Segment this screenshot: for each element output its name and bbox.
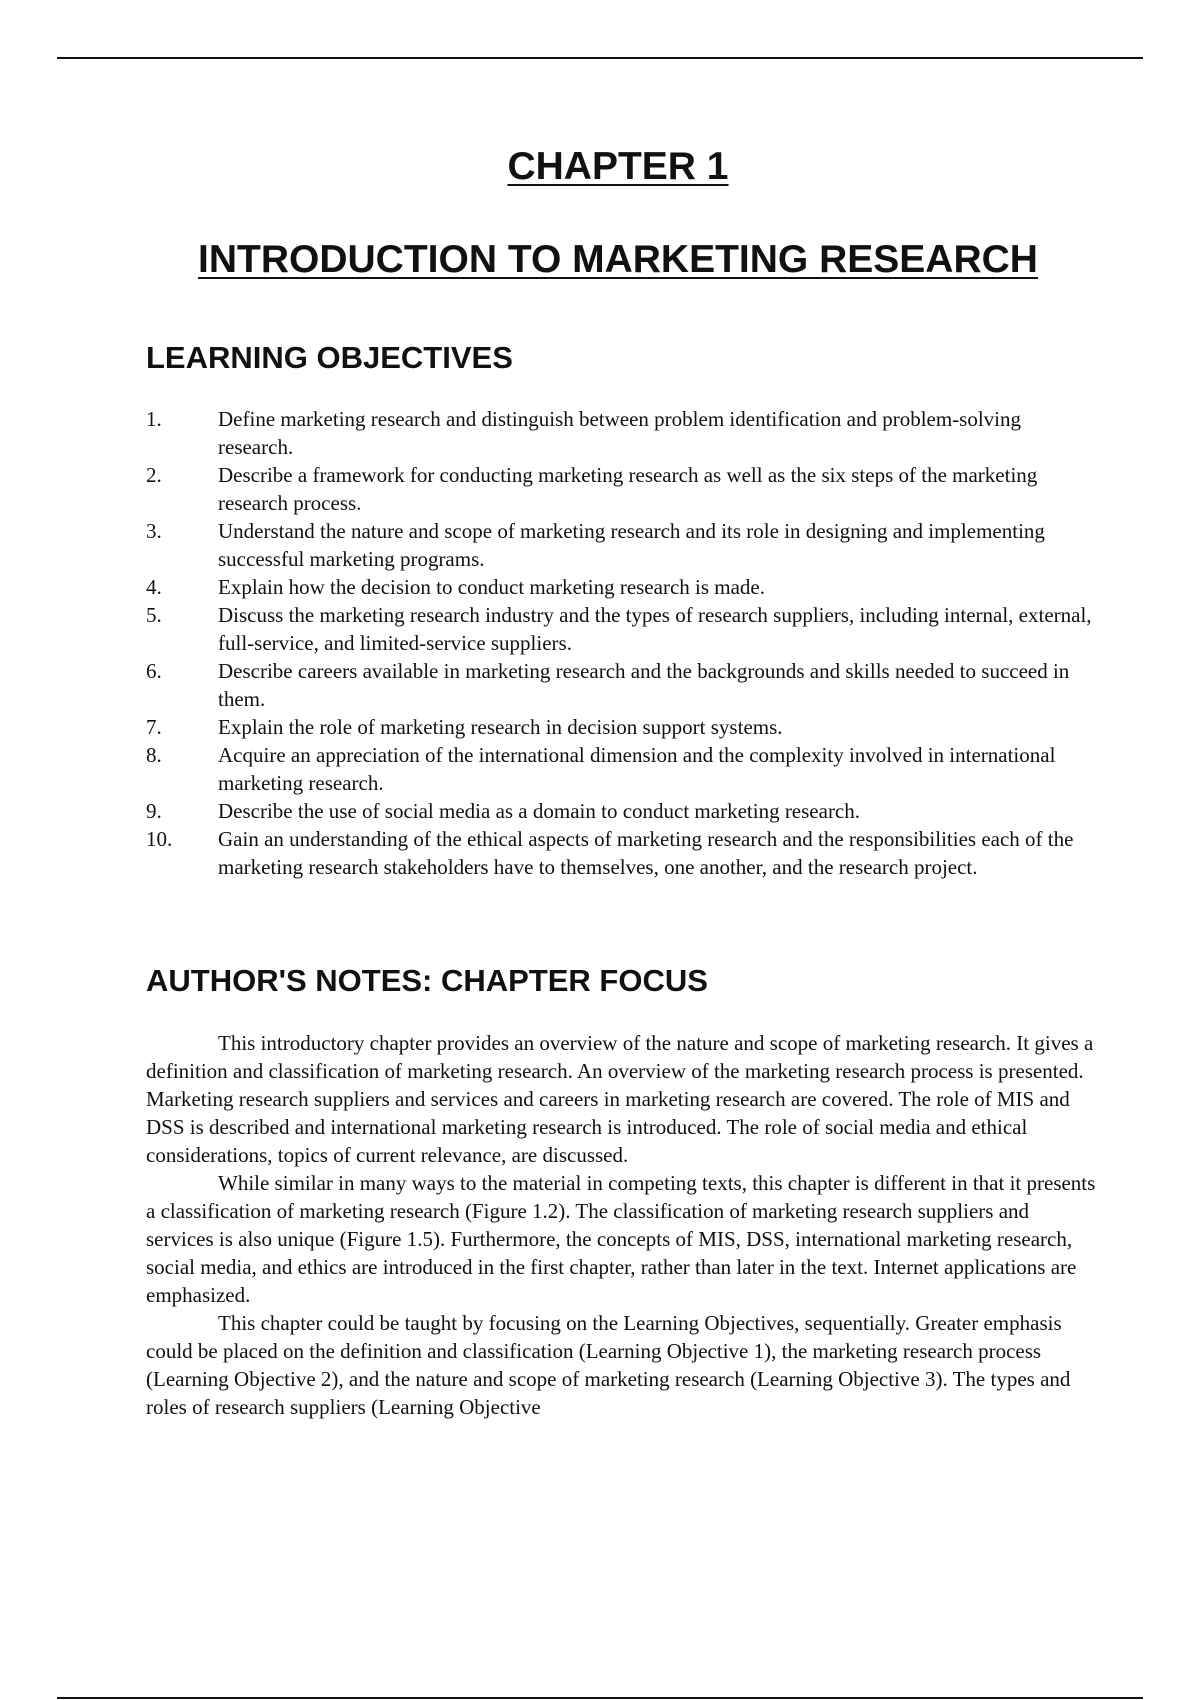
chapter-title: INTRODUCTION TO MARKETING RESEARCH (198, 238, 1038, 281)
objective-item (146, 517, 1106, 573)
objective-number: 6. (146, 659, 162, 683)
objective-item (146, 825, 1106, 881)
objective-number: 3. (146, 519, 162, 543)
objective-text: Describe careers available in marketing research and the backgrounds and skills needed to succeed in them. (218, 659, 1070, 711)
objective-number: 7. (146, 715, 162, 739)
objective-text: Describe a framework for conducting marketing research as well as the six steps of the marketing research process. (218, 463, 1038, 515)
notes-paragraph: While similar in many ways to the material in competing texts, this chapter is different in that it presents a classification of marketing research (Figure 1.2). The classification of marketing research suppliers and services is also unique (Figure 1.5). Furthermore, the concepts of MIS, DSS, international marketing research, social media, and ethics are introduced in the first chapter, rather than later in the text. Internet applications are emphasized. (146, 1171, 1096, 1307)
objective-text: Explain the role of marketing research in decision support systems. (218, 715, 783, 739)
notes-paragraph: This introductory chapter provides an overview of the nature and scope of marketing research. It gives a definition and classification of marketing research. An overview of the marketing research process is presented. Marketing research suppliers and services and careers in marketing research are covered. The role of MIS and DSS is described and international marketing research is introduced. The role of social media and ethical considerations, topics of current relevance, are discussed. (146, 1031, 1094, 1167)
authors-notes-heading: AUTHOR'S NOTES: CHAPTER FOCUS (146, 963, 708, 998)
notes-paragraph: This chapter could be taught by focusing on the Learning Objectives, sequentially. Greater emphasis could be placed on the definition and classification (Learning Objective 1), the marketing research process (Learning Objective 2), and the nature and scope of marketing research (Learning Objective 3). The types and roles of research suppliers (Learning Objective (146, 1311, 1071, 1419)
objective-text: Gain an understanding of the ethical aspects of marketing research and the responsibilities each of the marketing research stakeholders have to themselves, one another, and the research project. (218, 827, 1074, 879)
objective-number: 10. (146, 827, 173, 851)
objective-text: Understand the nature and scope of marketing research and its role in designing and implementing successful marketing programs. (218, 519, 1045, 571)
objective-number: 4. (146, 575, 162, 599)
authors-notes-body (146, 1029, 1096, 1421)
learning-objectives-heading: LEARNING OBJECTIVES (146, 340, 513, 375)
objective-text: Describe the use of social media as a domain to conduct marketing research. (218, 799, 861, 823)
objective-item (146, 657, 1106, 713)
objective-item (146, 573, 1106, 601)
objective-item (146, 741, 1106, 797)
objective-item (146, 713, 1106, 741)
objective-number: 9. (146, 799, 162, 823)
objective-item (146, 461, 1106, 517)
objective-item (146, 601, 1106, 657)
objective-item (146, 405, 1106, 461)
objective-text: Define marketing research and distinguish between problem identification and problem-solving research. (218, 407, 1022, 459)
objective-text: Explain how the decision to conduct marketing research is made. (218, 575, 765, 599)
chapter-number: CHAPTER 1 (507, 145, 729, 188)
objective-number: 1. (146, 407, 162, 431)
objective-number: 5. (146, 603, 162, 627)
objective-text: Discuss the marketing research industry and the types of research suppliers, including internal, external, full-service, and limited-service suppliers. (218, 603, 1092, 655)
objective-text: Acquire an appreciation of the international dimension and the complexity involved in international marketing research. (218, 743, 1056, 795)
objective-number: 8. (146, 743, 162, 767)
bottom-rule (57, 1697, 1143, 1699)
top-rule (57, 57, 1143, 59)
learning-objectives-list (146, 405, 1106, 881)
objective-item (146, 797, 1106, 825)
objective-number: 2. (146, 463, 162, 487)
